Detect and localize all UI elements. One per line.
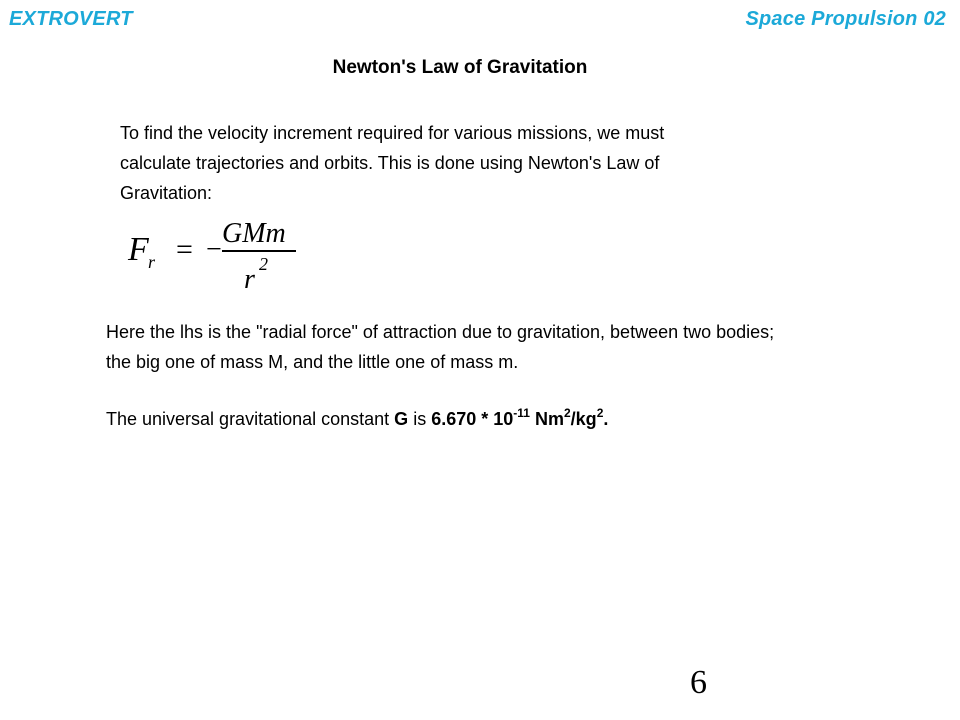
constant-unit-kg-exponent: 2: [596, 406, 604, 420]
gravitation-equation: [122, 212, 302, 297]
constant-unit-nm-exponent: 2: [563, 406, 571, 420]
constant-unit-nm: Nm: [529, 409, 564, 429]
constant-symbol: G: [394, 409, 409, 429]
equation-denominator: r: [244, 264, 255, 295]
constant-is: is: [408, 409, 432, 429]
constant-value: 6.670 * 10: [431, 409, 514, 429]
brand-label: EXTROVERT: [9, 8, 133, 30]
equation-lhs: F: [128, 231, 149, 268]
constant-prefix: The universal gravitational constant: [106, 409, 395, 429]
constant-period: .: [603, 409, 609, 429]
constant-exponent: -11: [513, 406, 530, 420]
explanation-paragraph: Here the lhs is the "radial force" of attraction due to gravitation, between two bodies; the big one of mass M, and the little one of mass m.: [106, 322, 775, 372]
equation-numerator: GMm: [222, 218, 286, 249]
equation-minus: −: [206, 234, 222, 265]
page-number: 6: [690, 664, 707, 701]
constant-paragraph: [106, 404, 806, 434]
course-label: Space Propulsion 02: [745, 8, 946, 30]
page-title: Newton's Law of Gravitation: [332, 57, 588, 78]
equation-denominator-exponent: 2: [259, 254, 268, 274]
constant-unit-kg: /kg: [570, 409, 597, 429]
equation-equals: =: [176, 233, 193, 266]
equation-lhs-subscript: r: [148, 252, 156, 272]
intro-paragraph: To find the velocity increment required for various missions, we must calculate trajectories and orbits. This is done using Newton's Law of Gravitation:: [120, 123, 665, 203]
